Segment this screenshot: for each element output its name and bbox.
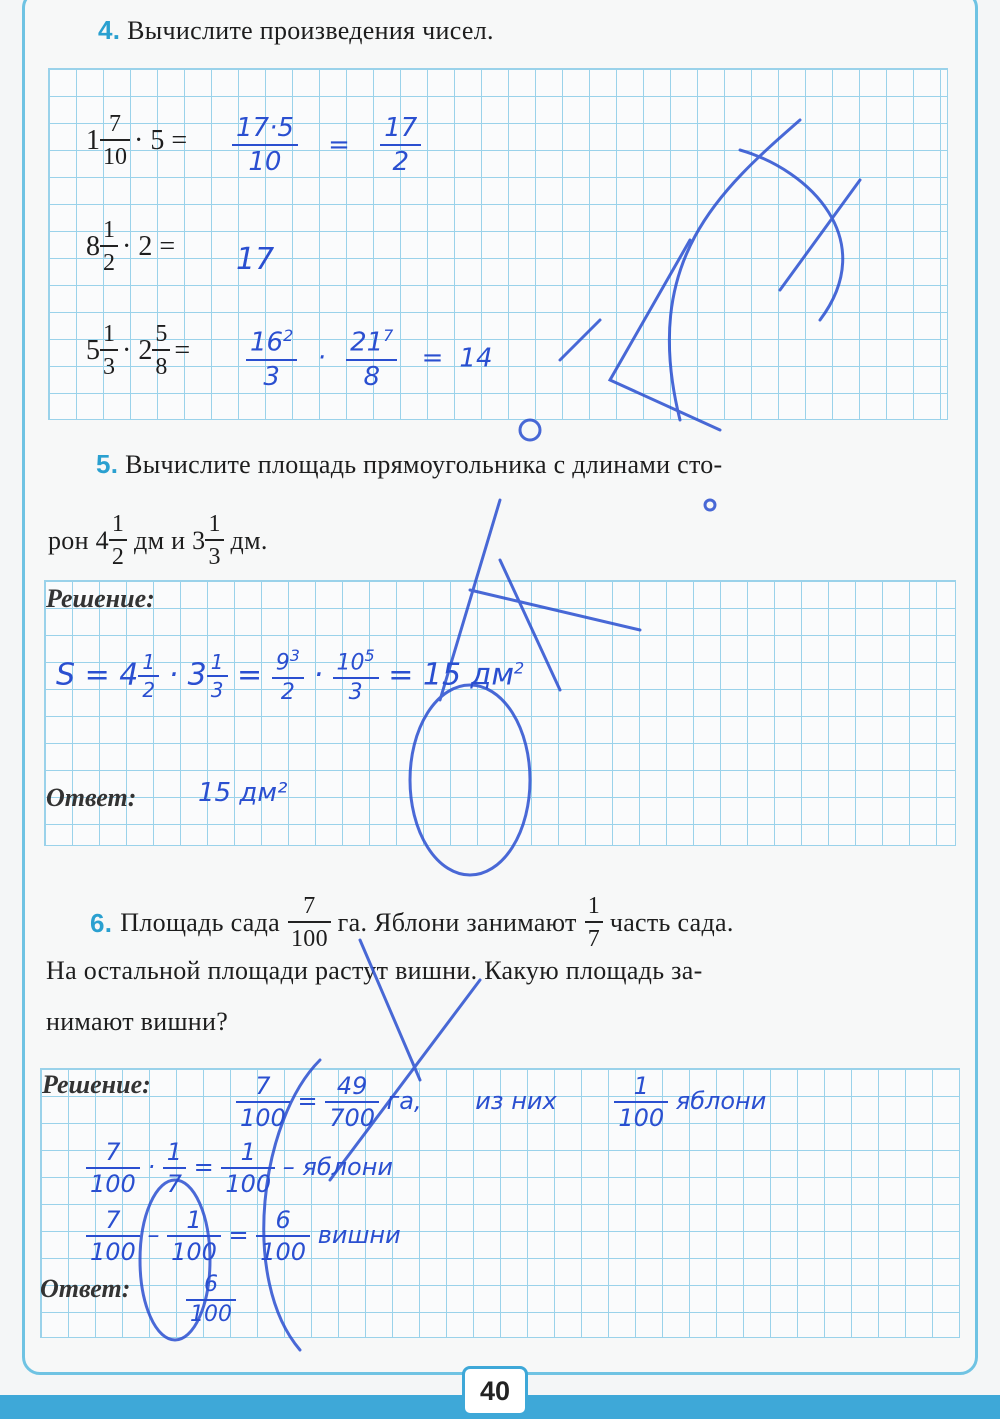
task-6-number: 6.	[90, 907, 113, 938]
task-4-expr-3	[86, 322, 190, 379]
task-5-text: Вычислите площадь прямоугольника с длинами сто-	[125, 450, 723, 479]
task-4-heading	[98, 12, 494, 49]
fraction-b: $\frac{1}{3}$	[205, 512, 223, 569]
text: га. Яблони занимают	[330, 907, 577, 937]
task-4-expr-2	[86, 218, 175, 275]
fraction: $\frac{1}{2}$	[100, 218, 118, 275]
task-5-line-2	[48, 512, 268, 569]
text: Площадь сада	[120, 907, 280, 937]
fraction: $\frac{5}{8}$	[152, 322, 170, 379]
fraction-a: $\frac{1}{2}$	[109, 512, 127, 569]
task-5-solution-label: Решение:	[46, 584, 155, 613]
task-5-number: 5.	[96, 449, 119, 479]
hw-task6-line1: $\frac{7}{100}$ = $\frac{49}{700}$ га, из них $\frac{1}{100}$ яблони	[236, 1074, 766, 1130]
hw-task5-answer: 15 дм²	[198, 778, 288, 808]
hw-task4-row2: 17	[236, 242, 275, 277]
text: рон 4	[48, 525, 109, 555]
hw-task6-line2: $\frac{7}{100}$ · $\frac{1}{7}$ = $\frac{1}{100}$ – яблони	[86, 1140, 393, 1196]
task-6-line-2: На остальной площади растут вишни. Какую площадь за-	[46, 956, 703, 985]
text: дм и 3	[127, 525, 206, 555]
task-5-grid	[44, 580, 956, 846]
hw-task4-row1: $\frac{17\cdot 5}{10}$ = $\frac{17}{2}$	[232, 115, 421, 175]
task-6-line-1	[90, 894, 734, 951]
task-4-number: 4.	[98, 15, 121, 45]
whole-part: 1	[86, 124, 100, 156]
hw-task6-answer: $\frac{6}{100}$	[186, 1274, 236, 1326]
hw-task5-solution: S = 4 $\frac{1}{2}$ · 3 $\frac{1}{3}$ = $\frac{9^3}{2}$ · $\frac{10^5}{3}$ = 15 $дм^2$	[56, 646, 525, 706]
expr-rest: · 2	[122, 334, 153, 366]
task-4-text: Вычислите произведения чисел.	[127, 16, 494, 45]
fraction: $\frac{1}{3}$	[100, 322, 118, 379]
hw-task6-line3: $\frac{7}{100}$ – $\frac{1}{100}$ = $\frac{6}{100}$ вишни	[86, 1208, 401, 1264]
task-5-answer-label: Ответ:	[46, 783, 137, 812]
text: часть сада.	[603, 907, 734, 937]
fraction-area: $\frac{7}{100}$	[288, 894, 331, 951]
task-5-line-1	[96, 446, 723, 483]
fraction-part: $\frac{1}{7}$	[585, 894, 603, 951]
whole-part: 8	[86, 230, 100, 262]
whole-part: 5	[86, 334, 100, 366]
page-number: 40	[462, 1366, 528, 1416]
hw-task4-row3: $\frac{16^2}{3}$ · $\frac{21^7}{8}$ = 14	[246, 328, 493, 390]
fraction: $\frac{7}{10}$	[100, 112, 130, 169]
expr-rest: · 2 =	[122, 230, 176, 262]
text: дм.	[223, 525, 268, 555]
task-6-answer-label: Ответ:	[40, 1274, 131, 1303]
task-6-line-3: нимают вишни?	[46, 1007, 229, 1036]
task-4-expr-1	[86, 112, 187, 169]
expr-rest: · 5 =	[134, 124, 188, 156]
equals: =	[174, 334, 191, 366]
task-6-solution-label: Решение:	[42, 1070, 151, 1099]
